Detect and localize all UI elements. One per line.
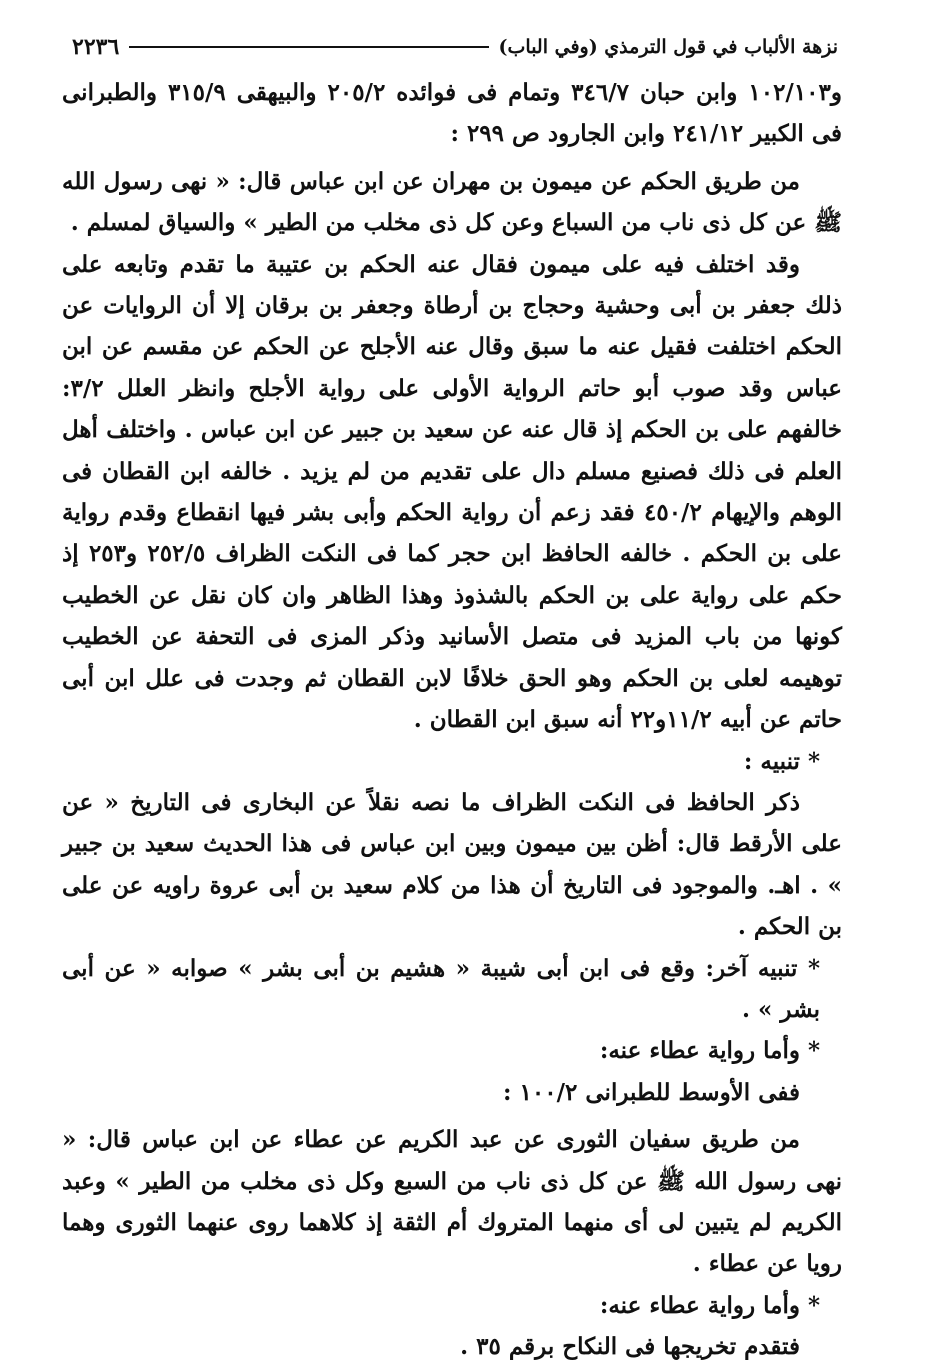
body-text [62,72,842,1368]
paragraph: وقد اختلف فيه على ميمون فقال عنه الحكم بن عتيبة ما تقدم وتابعه على ذلك جعفر بن أبى وحشية وحجاج بن أرطاة وجعفر بن برقان إلا أن الروايات عن الحكم اختلفت فقيل عنه ما سبق وقال عنه الأجلح عن الحكم عن مقسم عن ابن عباس وقد صوب أبو حاتم الرواية الأولى على رواية الأجلح وانظر العلل ٣/٢: خالفهم على بن الحكم إذ قال عنه عن سعيد بن جبير عن ابن عباس . واختلف أهل العلم فى ذلك فصنيع مسلم دال على تقديم من لم يزيد . خالفه ابن القطان فى الوهم والإيهام ٤٥٠/٢ فقد زعم أن رواية الحكم وأبى بشر فيها انقطاع وقدم رواية على بن الحكم . خالفه الحافظ ابن حجر كما فى النكت الظراف ٢٥٢/٥ و٢٥٣ إذ حكم على رواية على بن الحكم بالشذوذ وهذا الظاهر وان كان نقل عن الخطيب كونها من باب المزيد فى متصل الأسانيد وذكر المزى فى التحفة عن الخطيب توهيمه لعلى بن الحكم وهو الحق خلافًا لابن القطان ثم وجدت فى علل ابن أبى حاتم عن أبيه ١١/٢و٢٢ أنه سبق ابن القطان . [62,250,842,734]
header-rule [129,46,488,48]
section-heading [62,1285,842,1326]
note-heading-text: تنبيه آخر: وقع فى ابن أبى شيبة « هشيم بن أبى بشر » صوابه « عن أبى بشر » . [62,954,820,1023]
page-header [62,28,842,66]
note-heading [62,741,842,782]
paragraph: ذكر الحافظ فى النكت الظراف ما نصه نقلاً عن البخارى فى التاريخ « عن على الأرقط قال: أظن بين ميمون وبين ابن عباس فى هذا الحديث سعيد بن جبير » . اهـ. والموجود فى التاريخ أن هذا من كلام سعيد بن أبى عروة راويه عن على بن الحكم . [62,788,842,941]
note-heading-text: تنبيه : [743,747,800,775]
paragraph: فتقدم تخريجها فى النكاح برقم ٣٥ . [460,1333,800,1361]
star-icon: * [807,1291,820,1319]
running-title: نزهة الألباب في قول الترمذي (وفي الباب) [498,36,838,58]
note-heading [62,948,842,1031]
star-icon: * [807,1037,820,1065]
star-icon: * [807,747,820,775]
section-heading-text: وأما رواية عطاء عنه: [599,1037,800,1065]
paragraph: من طريق الحكم عن ميمون بن مهران عن ابن عباس قال: « نهى رسول الله ﷺ عن كل ذى ناب من السباع وعن كل ذى مخلب من الطير » والسياق لمسلم . [62,167,842,237]
document-page [62,28,842,1361]
paragraph: ففى الأوسط للطبرانى ١٠٠/٢ : [503,1078,800,1106]
section-heading-text: وأما رواية عطاء عنه: [599,1291,800,1319]
section-heading [62,1030,842,1071]
paragraph: من طريق سفيان الثورى عن عبد الكريم عن عطاء عن ابن عباس قال: « نهى رسول الله ﷺ عن كل ذى ناب من السبع وكل ذى مخلب من الطير » وعبد الكريم لم يتبين لى أى منهما المتروك أم الثقة إذ كلاهما روى عنهما الثورى وهما رويا عن عطاء . [62,1126,842,1278]
star-icon: * [807,954,820,982]
paragraph: و١٠٢/١٠٣ وابن حبان ٣٤٦/٧ وتمام فى فوائده ٢٠٥/٢ والبيهقى ٣١٥/٩ والطبرانى فى الكبير ٢٤١/١٢ وابن الجارود ص ٢٩٩ : [62,79,842,148]
page-number: ٢٢٣٦ [72,34,120,60]
